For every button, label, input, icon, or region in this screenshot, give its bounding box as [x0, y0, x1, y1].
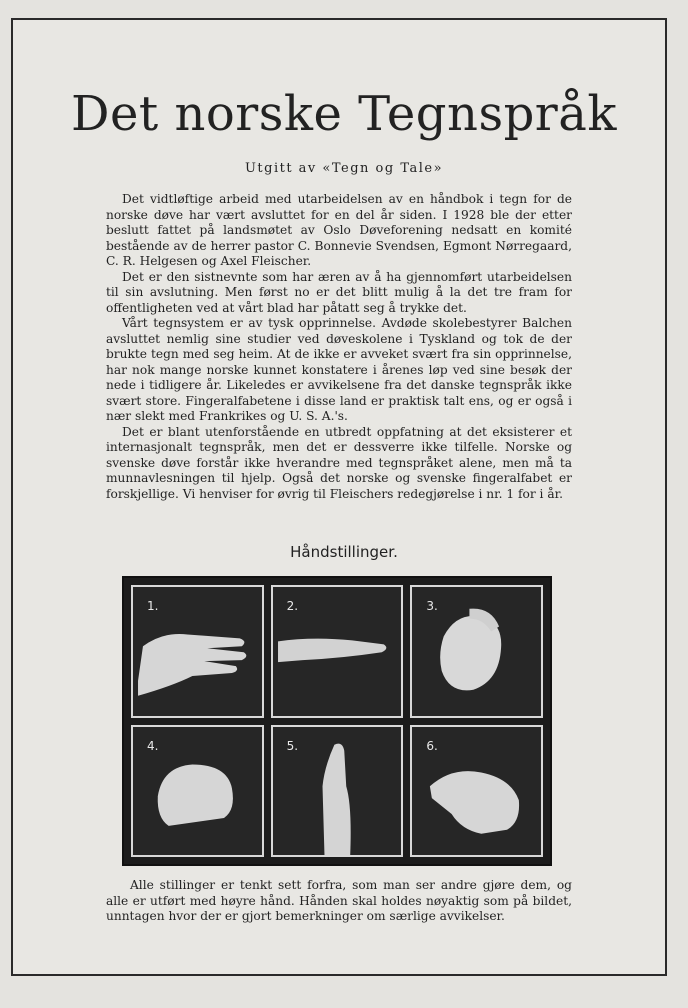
photo-number: 5.	[286, 738, 299, 753]
article-body	[106, 192, 572, 502]
hand-photo-6	[410, 725, 543, 858]
hand-photo-3	[410, 585, 543, 718]
photo-number: 3.	[426, 599, 438, 613]
paragraph: Det er den sistnevnte som har æren av å ha gjennomført utarbeidelsen til sin avslutning. Men først no er det blitt mulig å la det tre fram for offentligheten ved at vårt blad har påtatt seg å trykke det.	[106, 269, 572, 315]
photo-number: 2.	[286, 599, 299, 613]
page-title: Det norske Tegnspråk	[71, 86, 617, 142]
paragraph: Det vidtløftige arbeid med utarbeidelsen av en håndbok i tegn for de norske døve har vært avsluttet for en del år siden. I 1928 ble der etter beslutt fattet på landsmøtet av Oslo Døveforening nedsatt en komité bestående av de herrer pastor C. Bonnevie Svendsen, Egmont Nørregaard, C. R. Helgesen og Axel Fleischer.	[106, 192, 572, 268]
hand-photo-5	[271, 725, 404, 858]
subtitle: Utgitt av «Tegn og Tale»	[244, 161, 444, 176]
hand-photo-2	[271, 585, 404, 718]
photo-number: 1.	[147, 599, 159, 613]
hand-photo-4	[131, 725, 264, 858]
photo-number: 4.	[147, 738, 159, 753]
paragraph: Vårt tegnsystem er av tysk opprinnelse. Avdøde skolebestyrer Balchen avsluttet nemlig sine studier ved døveskolene i Tyskland og tok de der brukte tegn med seg heim. At de ikke er avveket svært fra sin opprinnelse, har nok mange norske kunnet konstatere i årenes løp ved sine besøk der nede i tidligere år. Likeledes er avvikelsene fra det danske tegnspråk ikke svært store. Fingeralfabetene i disse land er praktisk talt ens, og er også i nær slekt med Frankrikes og U. S. A.'s.	[106, 316, 572, 423]
paragraph: Det er blant utenforstående en utbredt oppfatning at det eksisterer et internasjonalt tegnspråk, men det er dessverre ikke tilfelle. Norske og svenske døve forstår ikke hverandre med tegnspråket alene, men må ta munnavlesningen til hjelp. Også det norske og svenske fingeralfabet er forskjellige. Vi henviser for øvrig til Fleischers redegjørelse i nr. 1 for i år.	[106, 424, 572, 501]
caption-text: Alle stillinger er tenkt sett forfra, som man ser andre gjøre dem, og alle er utført med høyre hånd. Hånden skal holdes nøyaktig som på bildet, unntagen hvor der er gjort bemerkninger om særlige avvikelser.	[106, 878, 572, 923]
photo-caption	[106, 878, 572, 925]
photo-number: 6.	[426, 738, 438, 753]
hand-positions-photo-grid	[122, 576, 552, 866]
section-heading: Håndstillinger.	[290, 543, 398, 561]
hand-photo-1	[131, 585, 264, 718]
